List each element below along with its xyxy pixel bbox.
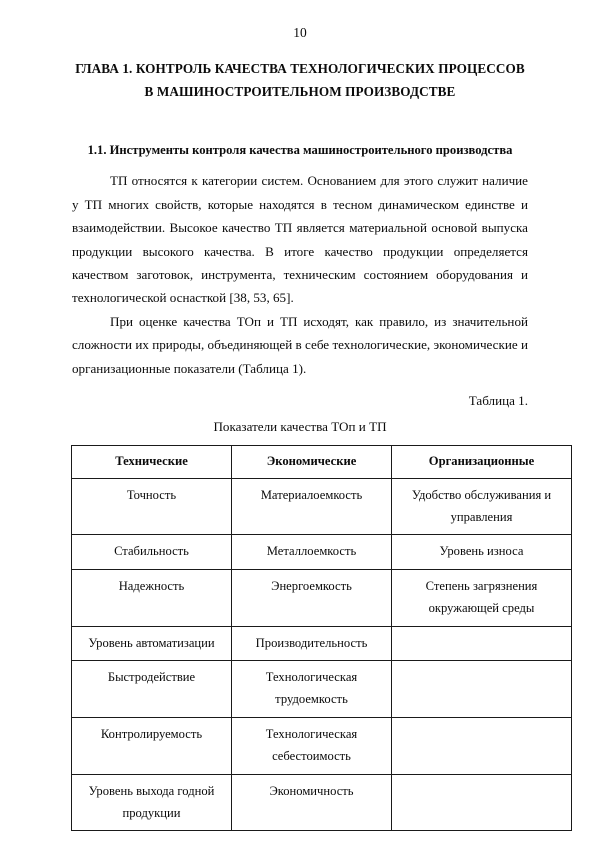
table-cell: Уровень износа <box>392 535 572 569</box>
table-cell: Точность <box>72 478 232 535</box>
table-cell: Уровень выхода годной продукции <box>72 774 232 831</box>
table-header-row <box>72 446 572 478</box>
table-cell: Контролируемость <box>72 717 232 774</box>
page-content <box>72 58 552 831</box>
table-cell: Материалоемкость <box>232 478 392 535</box>
table-cell: Производительность <box>232 626 392 660</box>
table-label: Таблица 1. <box>468 393 528 409</box>
table-header-cell-economic: Экономические <box>232 446 392 478</box>
chapter-title: ГЛАВА 1. КОНТРОЛЬ КАЧЕСТВА ТЕХНОЛОГИЧЕСКИХ ПРОЦЕССОВ В МАШИНОСТРОИТЕЛЬНОМ ПРОИЗВОДСТВЕ <box>75 61 525 99</box>
table-cell: Быстродействие <box>72 660 232 717</box>
table-cell <box>392 626 572 660</box>
table-row <box>72 478 572 535</box>
table-cell: Технологическая трудоемкость <box>232 660 392 717</box>
table-cell: Металлоемкость <box>232 535 392 569</box>
table-row <box>72 569 572 626</box>
quality-indicators-table <box>71 445 572 831</box>
table-header-cell-technical: Технические <box>72 446 232 478</box>
table-cell: Технологическая себестоимость <box>232 717 392 774</box>
table-cell: Удобство обслуживания и управления <box>392 478 572 535</box>
body-paragraph-2: При оценке качества ТОп и ТП исходят, как правило, из значительной сложности их природы, объединяющей в себе технологические, экономические и организационные показатели (Таблица 1). <box>72 313 528 376</box>
page-number: 10 <box>293 25 307 40</box>
section-heading: 1.1. Инструменты контроля качества машиностроительного производства <box>87 143 513 158</box>
table-row <box>72 660 572 717</box>
table-row <box>72 626 572 660</box>
table-cell: Стабильность <box>72 535 232 569</box>
table-cell: Надежность <box>72 569 232 626</box>
table-row <box>72 774 572 831</box>
body-paragraph-1: ТП относятся к категории систем. Основанием для этого служит наличие у ТП многих свойств, которые находятся в тесном динамическом единстве и взаимодействии. Высокое качество ТП является материальной основой выпуска продукции высокого качества. В итоге качество продукции определяется качеством заготовок, инструмента, техническим состоянием оборудования и технологической оснасткой [38, 53, 65]. <box>72 173 528 306</box>
table-cell <box>392 717 572 774</box>
table-cell <box>392 774 572 831</box>
table-cell <box>392 660 572 717</box>
table-cell: Степень загрязнения окружающей среды <box>392 569 572 626</box>
table-header-cell-organizational: Организационные <box>392 446 572 478</box>
table-row <box>72 717 572 774</box>
table-cell: Экономичность <box>232 774 392 831</box>
table-caption: Показатели качества ТОп и ТП <box>213 419 387 435</box>
table-cell: Уровень автоматизации <box>72 626 232 660</box>
table-cell: Энергоемкость <box>232 569 392 626</box>
table-row <box>72 535 572 569</box>
